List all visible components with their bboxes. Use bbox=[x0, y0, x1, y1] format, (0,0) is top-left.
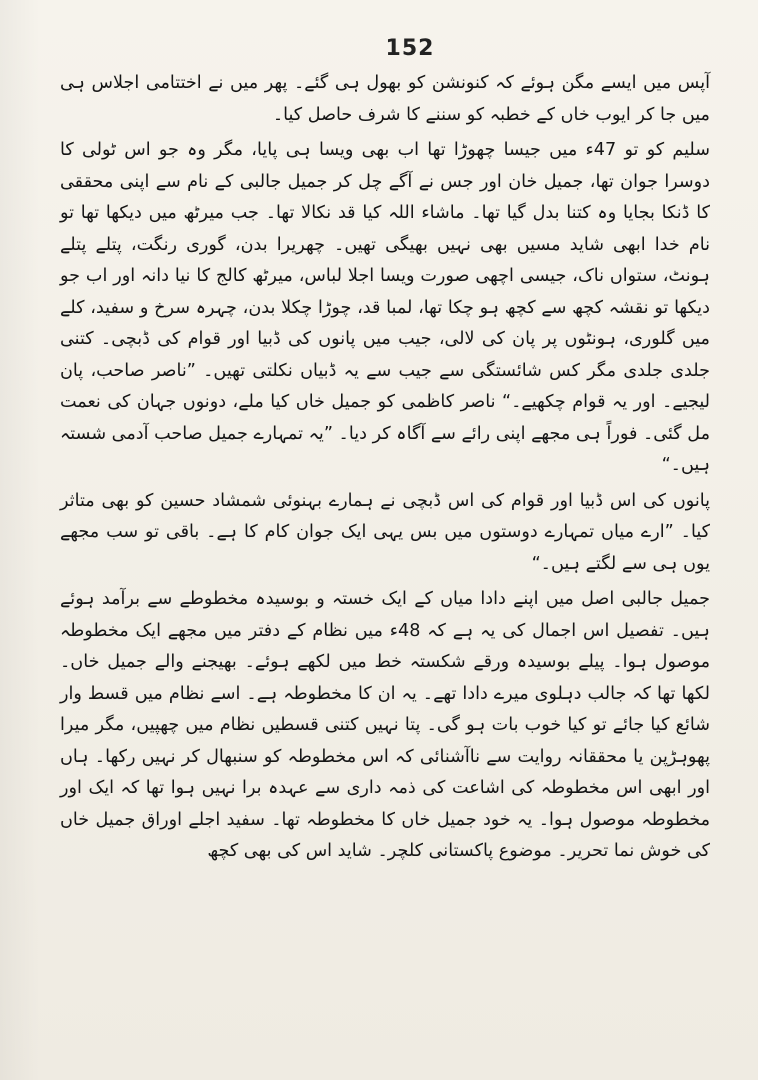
page-body-text bbox=[60, 68, 710, 868]
paragraph-4: جمیل جالبی اصل میں اپنے دادا میاں کے ایک خستہ و بوسیدہ مخطوطے سے برآمد ہوئے ہیں۔ تفصیل اس اجمال کی یہ ہے کہ 48ء میں نظام کے دفتر میں مجھے ایک مخطوطہ موصول ہوا۔ پیلے بوسیدہ ورقے شکستہ خط میں لکھے ہوئے۔ بھیجنے والے جمیل خاں۔ لکھا تھا کہ جالب دہلوی میرے دادا تھے۔ یہ ان کا مخطوطہ ہے۔ اسے نظام میں قسط وار شائع کیا جائے تو کیا خوب بات ہو گی۔ پتا نہیں کتنی قسطیں نظام میں چھپیں، مگر میرا پھوہڑپن یا محققانہ روایت سے ناآشنائی کہ اس مخطوطہ کو سنبھال کر نہیں رکھا۔ ہاں اور ابھی اس مخطوطہ کی اشاعت کی ذمہ داری سے عہدہ برا نہیں ہوا تھا کہ ایک اور مخطوطہ موصول ہوا۔ یہ خود جمیل خاں کا مخطوطہ تھا۔ سفید اجلے اوراق جمیل خاں کی خوش نما تحریر۔ موضوع پاکستانی کلچر۔ شاید اس کی بھی کچھ bbox=[60, 589, 710, 861]
paragraph-3: پانوں کی اس ڈبیا اور قوام کی اس ڈبچی نے ہمارے بہنوئی شمشاد حسین کو بھی متاثر کیا۔ ”ارے میاں تمہارے دوستوں میں بس یہی ایک جوان کام کا ہے۔ باقی تو سب مجھے یوں ہی سے لگتے ہیں۔“ bbox=[60, 490, 710, 574]
paragraph-2: سلیم کو تو 47ء میں جیسا چھوڑا تھا اب بھی ویسا ہی پایا، مگر وہ جو اس ٹولی کا دوسرا جوان تھا، جمیل خان اور جس نے آگے چل کر جمیل جالبی کے نام سے اپنی محققی کا ڈنکا بجایا وہ کتنا بدل گیا تھا۔ ماشاء اللہ کیا قد نکالا تھا۔ جب میرٹھ میں دیکھا تھا تو نام خدا ابھی شاید مسیں بھی نہیں بھیگی تھیں۔ چھریرا بدن، گوری رنگت، پتلے پتلے ہونٹ، ستواں ناک، جیسی اچھی صورت ویسا اجلا لباس، میرٹھ کالج کا نیا دانہ اور اب جو دیکھا تو نقشہ کچھ سے کچھ ہو چکا تھا، لمبا قد، چوڑا چکلا بدن، چہرہ سرخ و سفید، کلے میں گلوری، ہونٹوں پر پان کی لالی، جیب میں پانوں کی ڈبیا اور قوام کی ڈبچی۔ کتنی جلدی جلدی مگر کس شائستگی سے جیب سے یہ ڈبیاں نکلتی تھیں۔ ”ناصر صاحب، پان لیجیے۔ اور یہ قوام چکھیے۔“ ناصر کاظمی کو جمیل خاں کیا ملے، دونوں جہان کی نعمت مل گئی۔ فوراً ہی مجھے اپنی رائے سے آگاہ کر دیا۔ ”یہ تمہارے جمیل صاحب آدمی شستہ ہیں۔“ bbox=[60, 140, 710, 475]
paragraph-1: آپس میں ایسے مگن ہوئے کہ کنونشن کو بھول ہی گئے۔ پھر میں نے اختتامی اجلاس ہی میں جا کر ایوب خاں کے خطبہ کو سننے کا شرف حاصل کیا۔ bbox=[60, 73, 710, 125]
page-number: 152 bbox=[385, 36, 435, 61]
